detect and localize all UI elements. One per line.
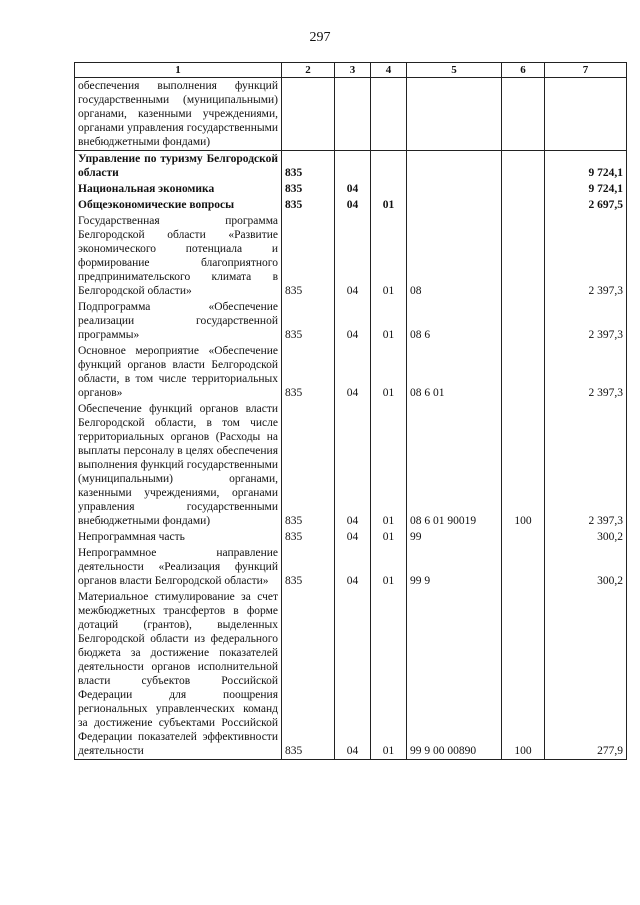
target-article-cell	[407, 197, 502, 213]
amount-cell: 2 397,3	[545, 343, 627, 401]
expense-type-cell	[502, 545, 545, 589]
subsection-cell	[371, 181, 407, 197]
target-article-cell: 08 6 01 90019	[407, 401, 502, 529]
expense-type-cell: 100	[502, 401, 545, 529]
section-cell: 04	[335, 529, 371, 545]
table-row	[75, 78, 627, 151]
subsection-cell: 01	[371, 529, 407, 545]
row-name-cell: Национальная экономика	[75, 181, 282, 197]
table-row	[75, 213, 627, 299]
target-article-cell: 08	[407, 213, 502, 299]
subsection-cell: 01	[371, 197, 407, 213]
table-row	[75, 529, 627, 545]
row-name-cell: Подпрограмма «Обеспечение реализации государственной программы»	[75, 299, 282, 343]
header-col-6: 6	[502, 63, 545, 78]
amount-cell: 2 397,3	[545, 213, 627, 299]
amount-cell: 300,2	[545, 545, 627, 589]
admin-code-cell: 835	[282, 343, 335, 401]
expense-type-cell	[502, 529, 545, 545]
amount-cell: 2 397,3	[545, 299, 627, 343]
table-row	[75, 589, 627, 760]
admin-code-cell: 835	[282, 181, 335, 197]
target-article-cell: 99	[407, 529, 502, 545]
amount-cell: 9 724,1	[545, 181, 627, 197]
row-name-cell: обеспечения выполнения функций государственными (муниципальными) органами, казенными учреждениями, органами управления государственными внебюджетными фондами)	[75, 78, 282, 151]
page-number: 297	[309, 30, 331, 45]
subsection-cell	[371, 78, 407, 151]
header-col-3: 3	[335, 63, 371, 78]
admin-code-cell: 835	[282, 545, 335, 589]
section-cell: 04	[335, 299, 371, 343]
admin-code-cell: 835	[282, 213, 335, 299]
row-name-cell: Управление по туризму Белгородской области	[75, 151, 282, 182]
admin-code-cell: 835	[282, 401, 335, 529]
row-name-cell: Основное мероприятие «Обеспечение функций органов власти Белгородской области, в том числе территориальных органов»	[75, 343, 282, 401]
expense-type-cell	[502, 151, 545, 182]
header-row	[75, 63, 627, 78]
amount-cell	[545, 78, 627, 151]
section-cell: 04	[335, 401, 371, 529]
table-row	[75, 197, 627, 213]
table-row	[75, 545, 627, 589]
target-article-cell	[407, 181, 502, 197]
section-cell: 04	[335, 181, 371, 197]
row-name-cell: Государственная программа Белгородской области «Развитие экономического потенциала и формирование благоприятного предпринимательского климата в Белгородской области»	[75, 213, 282, 299]
table-row	[75, 401, 627, 529]
admin-code-cell: 835	[282, 151, 335, 182]
expense-type-cell	[502, 299, 545, 343]
budget-table	[74, 62, 627, 760]
target-article-cell: 08 6 01	[407, 343, 502, 401]
header-col-2: 2	[282, 63, 335, 78]
target-article-cell: 99 9	[407, 545, 502, 589]
admin-code-cell: 835	[282, 299, 335, 343]
target-article-cell	[407, 151, 502, 182]
subsection-cell: 01	[371, 545, 407, 589]
section-cell	[335, 78, 371, 151]
target-article-cell: 99 9 00 00890	[407, 589, 502, 760]
row-name-cell: Материальное стимулирование за счет межбюджетных трансфертов в форме дотаций (грантов), выделенных Белгородской области из федерального бюджета за достижение показателей деятельности органов исполнительной власти субъектов Российской Федерации для поощрения региональных управленческих команд за достижение субъектами Российской Федерации показателей эффективности деятельности	[75, 589, 282, 760]
row-name-cell: Непрограммная часть	[75, 529, 282, 545]
admin-code-cell: 835	[282, 529, 335, 545]
admin-code-cell	[282, 78, 335, 151]
subsection-cell: 01	[371, 343, 407, 401]
section-cell: 04	[335, 343, 371, 401]
amount-cell: 300,2	[545, 529, 627, 545]
expense-type-cell	[502, 213, 545, 299]
expense-type-cell: 100	[502, 589, 545, 760]
target-article-cell	[407, 78, 502, 151]
amount-cell: 2 397,3	[545, 401, 627, 529]
amount-cell: 277,9	[545, 589, 627, 760]
section-cell: 04	[335, 197, 371, 213]
row-name-cell: Обеспечение функций органов власти Белгородской области, в том числе территориальных органов (Расходы на выплаты персоналу в целях обеспечения выполнения функций государственными (муниципальными) органами, казенными учреждениями, органами управления государственными внебюджетными фондами)	[75, 401, 282, 529]
amount-cell: 2 697,5	[545, 197, 627, 213]
subsection-cell: 01	[371, 401, 407, 529]
section-cell: 04	[335, 213, 371, 299]
target-article-cell: 08 6	[407, 299, 502, 343]
header-col-7: 7	[545, 63, 627, 78]
expense-type-cell	[502, 197, 545, 213]
row-name-cell: Общеэкономические вопросы	[75, 197, 282, 213]
subsection-cell: 01	[371, 299, 407, 343]
section-cell	[335, 151, 371, 182]
row-name-cell: Непрограммное направление деятельности «Реализация функций органов власти Белгородской области»	[75, 545, 282, 589]
header-col-1: 1	[75, 63, 282, 78]
header-col-4: 4	[371, 63, 407, 78]
expense-type-cell	[502, 181, 545, 197]
header-col-5: 5	[407, 63, 502, 78]
expense-type-cell	[502, 78, 545, 151]
expense-type-cell	[502, 343, 545, 401]
section-cell: 04	[335, 589, 371, 760]
amount-cell: 9 724,1	[545, 151, 627, 182]
admin-code-cell: 835	[282, 197, 335, 213]
table-row	[75, 343, 627, 401]
section-cell: 04	[335, 545, 371, 589]
table-row	[75, 181, 627, 197]
subsection-cell: 01	[371, 589, 407, 760]
table-row	[75, 151, 627, 182]
admin-code-cell: 835	[282, 589, 335, 760]
subsection-cell: 01	[371, 213, 407, 299]
subsection-cell	[371, 151, 407, 182]
table-row	[75, 299, 627, 343]
